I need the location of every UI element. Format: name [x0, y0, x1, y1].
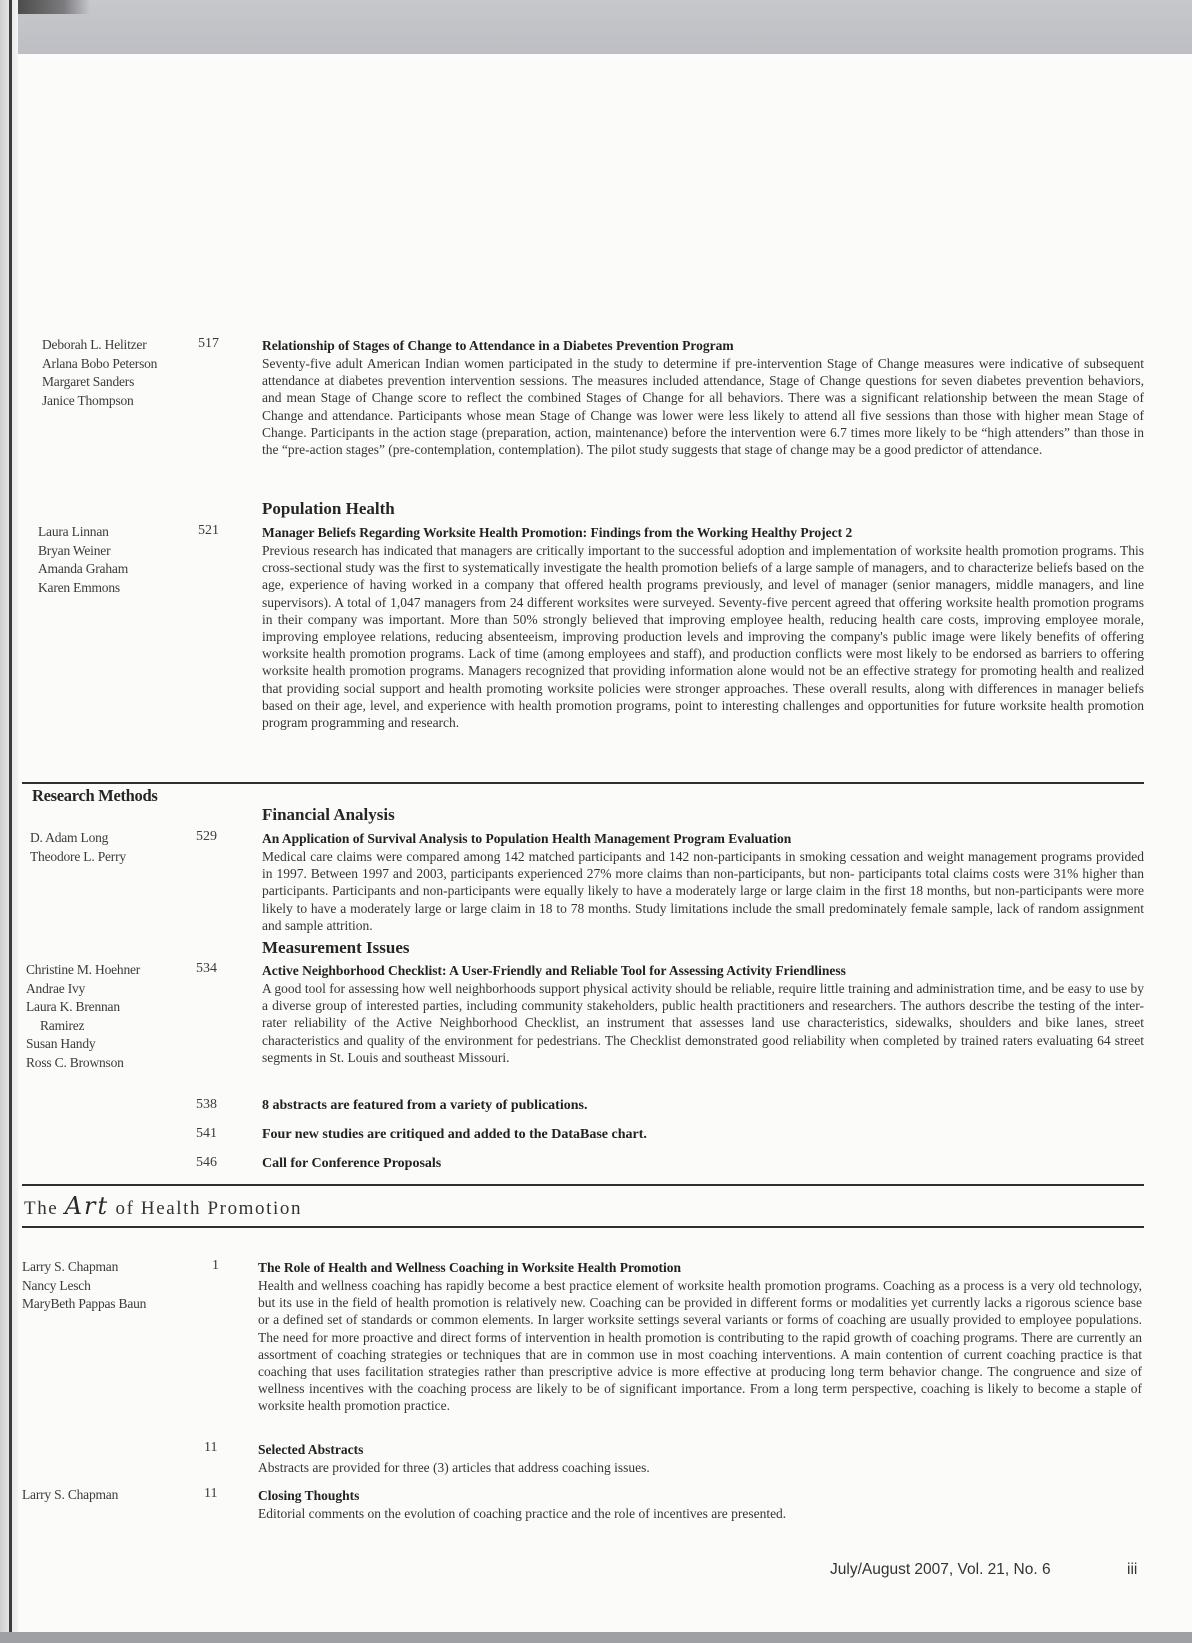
section-heading: Measurement Issues: [262, 938, 410, 957]
article-abstract: A good tool for assessing how well neighborhoods support physical activity should be reliable, require little training and administration time, and be easy to use by a diverse group of interested parties, including community stakeholders, public health practitioners and researchers. The authors describe the testing of the inter-rater reliability of the Active Neighborhood Checklist, an instrument that assesses land use characteristics, sidewalks, shoulders and bike lanes, street characteristics and quality of the environment for pedestrians. The Checklist demonstrated good reliability when completed by trained raters evaluating 64 street segments in St. Louis and southeast Missouri.: [262, 981, 1144, 1065]
author-name: Amanda Graham: [38, 561, 128, 576]
article-entry: [258, 1487, 1142, 1522]
page-number: 11: [204, 1486, 218, 1501]
author-name: Theodore L. Perry: [30, 848, 126, 864]
department-heading: Research Methods: [32, 786, 158, 805]
author-name: Larry S. Chapman: [22, 1259, 119, 1274]
author-name: Laura Linnan: [38, 524, 109, 539]
article-title[interactable]: Manager Beliefs Regarding Worksite Health Promotion: Findings from the Working Healthy Project 2: [262, 525, 853, 540]
author-name: Bryan Weiner: [38, 542, 111, 558]
article-entry: [258, 1441, 1142, 1476]
article-entry: [258, 1259, 1142, 1415]
scan-top-shadow: [0, 0, 1192, 54]
heading-script-word: Art: [64, 1192, 110, 1220]
short-item-text[interactable]: Call for Conference Proposals: [262, 1156, 442, 1171]
author-name: Margaret Sanders: [42, 374, 135, 389]
author-name: Andrae Ivy: [26, 980, 86, 996]
author-name: Janice Thompson: [42, 392, 134, 408]
art-of-health-promotion-heading: [24, 1192, 302, 1220]
article-title[interactable]: Relationship of Stages of Change to Attendance in a Diabetes Prevention Program: [262, 338, 734, 353]
author-list: [30, 829, 126, 866]
page-number: 546: [196, 1155, 217, 1170]
page-number: 541: [196, 1126, 217, 1141]
article-abstract: Editorial comments on the evolution of coaching practice and the role of incentives are presented.: [258, 1506, 787, 1521]
short-item-text[interactable]: Four new studies are critiqued and added to the DataBase chart.: [262, 1127, 647, 1142]
article-entry: [262, 962, 1144, 1066]
article-abstract: Previous research has indicated that managers are critically important to the successful adoption and implementation of worksite health promotion programs. This cross-sectional study was the first to systematically investigate the health promotion beliefs of a large sample of managers, and to characterize beliefs based on the age, experience of having worked in a company that offered health programs previously, and level of manager (senior managers, middle managers, and line supervisors). A total of 1,047 managers from 24 different worksites were surveyed. Seventy-five percent agreed that offering worksite health promotion programs in their company was important. More than 50% strongly believed that improving employee health, reducing health care costs, improving employee morale, improving employee relations, reducing absenteeism, improving production levels and improving the company's public image were likely benefits of offering worksite health promotion programs. Lack of time (among employees and staff), and production conflicts were most likely to be endorsed as barriers to offering worksite health promotion programs. Managers recognized that providing information alone would not be an effective strategy for promoting health and realized that providing social support and health promoting worksite policies were stronger approaches. These overall results, along with differences in manager beliefs based on their age, level, and experience with health promotion programs, point to interesting challenges and opportunities for future worksite health promotion program programming and research.: [262, 543, 1144, 731]
article-title[interactable]: The Role of Health and Wellness Coaching in Worksite Health Promotion: [258, 1260, 682, 1275]
scan-bottom-edge: [0, 1632, 1192, 1643]
page-number: 521: [198, 523, 219, 538]
article-abstract: Health and wellness coaching has rapidly become a best practice element of worksite health promotion programs. Coaching as a process is a very old technology, but its use in the field of health promotion is relatively new. Coaching can be provided in different forms or modalities yet currently lacks a rigorous science base or a defined set of standards or common elements. In larger worksite settings several variants or forms of coaching are usually provided to employee populations. The need for more proactive and direct forms of intervention in health promotion is contributing to the rapid growth of coaching programs. There are currently an assortment of coaching strategies or techniques that are in common use in most coaching interventions. A main contention of current coaching practice is that coaching that uses facilitation strategies rather than prescriptive advice is more effective at producing long term behavior change. The congruence and size of wellness incentives with the coaching process are likely to be of significant importance. From a long term perspective, coaching is likely to become a staple of worksite health promotion practice.: [258, 1278, 1142, 1414]
author-name: Christine M. Hoehner: [26, 962, 141, 977]
section-divider: [22, 1184, 1144, 1186]
short-item-text[interactable]: 8 abstracts are featured from a variety of publications.: [262, 1098, 588, 1113]
page-number: 534: [196, 961, 217, 976]
section-divider: [22, 782, 1144, 784]
heading-prefix: The: [24, 1198, 59, 1219]
page-number: 538: [196, 1097, 217, 1112]
article-title[interactable]: Closing Thoughts: [258, 1488, 360, 1503]
issue-info: July/August 2007, Vol. 21, No. 6: [830, 1561, 1051, 1578]
author-name: Laura K. Brennan: [26, 999, 120, 1014]
page-number: 11: [204, 1440, 218, 1455]
author-name: Nancy Lesch: [22, 1277, 91, 1293]
section-heading: Population Health: [262, 499, 395, 518]
author-list: [22, 1486, 118, 1505]
page-number: 517: [198, 336, 219, 351]
article-title[interactable]: An Application of Survival Analysis to Population Health Management Program Evaluation: [262, 831, 792, 846]
page-number: 529: [196, 829, 217, 844]
author-name: MaryBeth Pappas Baun: [22, 1296, 147, 1311]
article-entry: [262, 830, 1144, 934]
article-entry: [262, 524, 1144, 731]
author-list: [38, 523, 128, 597]
author-list: [42, 336, 157, 410]
article-title[interactable]: Selected Abstracts: [258, 1442, 364, 1457]
author-name: Karen Emmons: [38, 579, 120, 595]
section-divider: [22, 1226, 1144, 1228]
article-abstract: Medical care claims were compared among 142 matched participants and 142 non-participants in smoking cessation and weight management programs provided in 1997. Between 1997 and 2003, participants experienced 27% more claims than non-participants, but non- participants total claims costs were 31% higher than participants. Participants and non-participants were equally likely to have a moderately large or large claim in the first 18 months, but non-participants were more likely to have a moderately large or large claim in 18 to 78 months. Study limitations include the small predominately female sample, lack of random assignment and sample attrition.: [262, 849, 1144, 933]
author-name: Susan Handy: [26, 1036, 96, 1051]
page-number: 1: [212, 1258, 219, 1273]
author-list: [22, 1258, 146, 1314]
article-abstract: Seventy-five adult American Indian women participated in the study to determine if pre-intervention Stage of Change measures were indicative of subsequent attendance at diabetes prevention intervention sessions. The measures included attendance, Stage of Change questions for seven diabetes prevention behaviors, and mean Stage of Change score to reflect the combined Stages of Change for all behaviors. There was a significant relationship between the mean Stage of Change and attendance. Participants whose mean Stage of Change was lower were less likely to attend all five sessions than those with higher mean Stage of Change. Participants in the action stage (preparation, action, maintenance) before the intervention were 6.7 times more likely to be “high attenders” than those in the “pre-action stages” (pre-contemplation, contemplation). The pilot study suggests that stage of change may be a good predictor of attendance.: [262, 356, 1144, 458]
author-name: Larry S. Chapman: [22, 1487, 119, 1502]
author-name: Arlana Bobo Peterson: [42, 355, 158, 371]
article-abstract: Abstracts are provided for three (3) articles that address coaching issues.: [258, 1460, 650, 1475]
section-heading: Financial Analysis: [262, 805, 395, 824]
author-list: [26, 961, 140, 1072]
author-name: Deborah L. Helitzer: [42, 337, 147, 352]
author-name: D. Adam Long: [30, 830, 109, 845]
page-binding-line: [9, 0, 12, 1643]
author-name: Ramirez: [40, 1017, 85, 1033]
folio-page-number: iii: [1127, 1561, 1138, 1578]
author-name: Ross C. Brownson: [26, 1054, 124, 1070]
article-title[interactable]: Active Neighborhood Checklist: A User-Friendly and Reliable Tool for Assessing Activity Friendliness: [262, 963, 846, 978]
article-entry: [262, 337, 1144, 458]
heading-suffix: of Health Promotion: [115, 1198, 303, 1219]
